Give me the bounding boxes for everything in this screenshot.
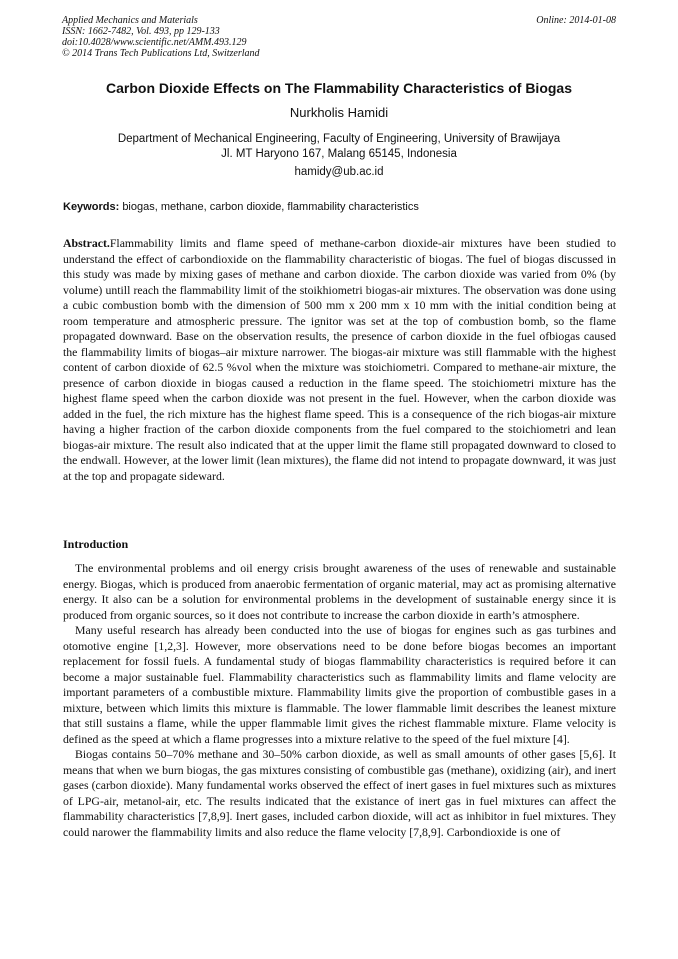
section-heading-introduction: Introduction	[63, 537, 129, 551]
keywords	[63, 201, 616, 213]
abstract-text: Flammability limits and flame speed of methane-carbon dioxide-air mixtures have been studied to understand the effect of carbondioxide on the flammability characteristic of biogas. The fuel of biogas discussed in this study was made by mixing gases of methane and carbon dioxide. The carbon dioxide was varied from 0% (by volume) untill reach the flammability limit of the stoikhiometri biogas-air mixtures. The observation was done using a cubic combustion bomb with the dimension of 500 mm x 200 mm x 10 mm with the initial condition being at room temperature and atmospheric pressure. The ignitor was set at the top of combustion bomb, so the flame propagated downward. Base on the observation results, the presence of carbon dioxide in the fuel ofbiogas caused the flammability limits of biogas–air mixture narrower. The biogas-air mixture was still flammable with the highest content of carbon dioxide of 62.5 %vol when the mixture was stoichiometri. Compared to methane-air mixture, the presence of carbon dioxide in biogas caused a reduction in the flame speed. The stoichiometri mixture has the highest flame speed when the carbon dioxide was not present in the fuel. However, when the carbon dioxide was added in the fuel, the rich mixture has the highest flame speed. This is a consequence of the rich biogas-air mixture having a higher fraction of the carbon dioxide components from the fuel compared to the stoichiometri and lean biogas-air mixture. The result also indicated that at the upper limit the flame still propagated downward to closed to the endwall. However, at the lower limit (lean mixtures), the flame did not intend to propagate downward, it was just at the top and propagate sideward.	[63, 236, 616, 483]
doi-line: doi:10.4028/www.scientific.net/AMM.493.129	[62, 37, 247, 48]
journal-name: Applied Mechanics and Materials	[62, 15, 198, 26]
online-date: Online: 2014-01-08	[536, 15, 616, 26]
introduction-body	[63, 561, 616, 840]
journal-header	[62, 15, 616, 59]
keywords-list: biogas, methane, carbon dioxide, flammability characteristics	[122, 201, 419, 213]
intro-paragraph: Many useful research has already been conducted into the use of biogas for engines such as gas turbines and otomotive engine [1,2,3]. However, more observations need to be done before biogas becomes an important replacement for fossil fuels. A fundamental study of biogas flammability characteristics is required before it can become a major sustainable fuel. Flammability characteristics such as flammability limits and flame velocity are important parameters of a combustible mixture. Flammability limits give the proportion of combustible gases in a mixture, between which limits this mixture is flammable. The lower flammable limit describes the leanest mixture that still sustains a flame, while the upper flammable limit gives the richest flammable mixture. Flame velocity is defined as the speed at which a flame progresses into a mixture relative to the speed of the fuel mixture [4].	[63, 623, 616, 746]
paper-title: Carbon Dioxide Effects on The Flammability Characteristics of Biogas	[106, 80, 572, 96]
intro-paragraph: The environmental problems and oil energy crisis brought awareness of the uses of renewable and sustainable energy. Biogas, which is produced from anaerobic fermentation of organic material, may act as promising alternative energy. It also can be a solution for environmental problems in the development of sustainable energy since it is produced from organic sources, so it does not contribute to increase the carbon dioxide in earth’s atmosphere.	[63, 561, 616, 622]
keywords-label: Keywords:	[63, 201, 120, 213]
affiliation-line-1: Department of Mechanical Engineering, Faculty of Engineering, University of Brawijaya	[117, 133, 561, 145]
author-email: hamidy@ub.ac.id	[294, 166, 384, 178]
issn-line: ISSN: 1662-7482, Vol. 493, pp 129-133	[62, 26, 220, 37]
abstract-label: Abstract.	[63, 236, 110, 250]
abstract	[63, 236, 616, 484]
affiliation-line-2: Jl. MT Haryono 167, Malang 65145, Indonesia	[221, 148, 457, 160]
intro-paragraph: Biogas contains 50–70% methane and 30–50% carbon dioxide, as well as small amounts of other gases [5,6]. It means that when we burn biogas, the gas mixtures consisting of combustible gas (methane), oxidizing (air), and inert gases (carbon dioxide). Many fundamental works observed the effect of inert gases in fuel mixtures such as mixtures of LPG-air, metanol-air, etc. The results indicated that the existance of inert gas in fuel mixtures can affect the flammability characteristics [7,8,9]. Inert gases, included carbon dioxide, will act as inhibitor in fuel mixtures. They could narower the flammability limits and also reduce the flame velocity [7,8,9]. Carbondioxide is one of	[63, 747, 616, 839]
author-name: Nurkholis Hamidi	[289, 105, 389, 120]
affiliation	[40, 132, 638, 162]
copyright-line: © 2014 Trans Tech Publications Ltd, Switzerland	[62, 48, 260, 59]
